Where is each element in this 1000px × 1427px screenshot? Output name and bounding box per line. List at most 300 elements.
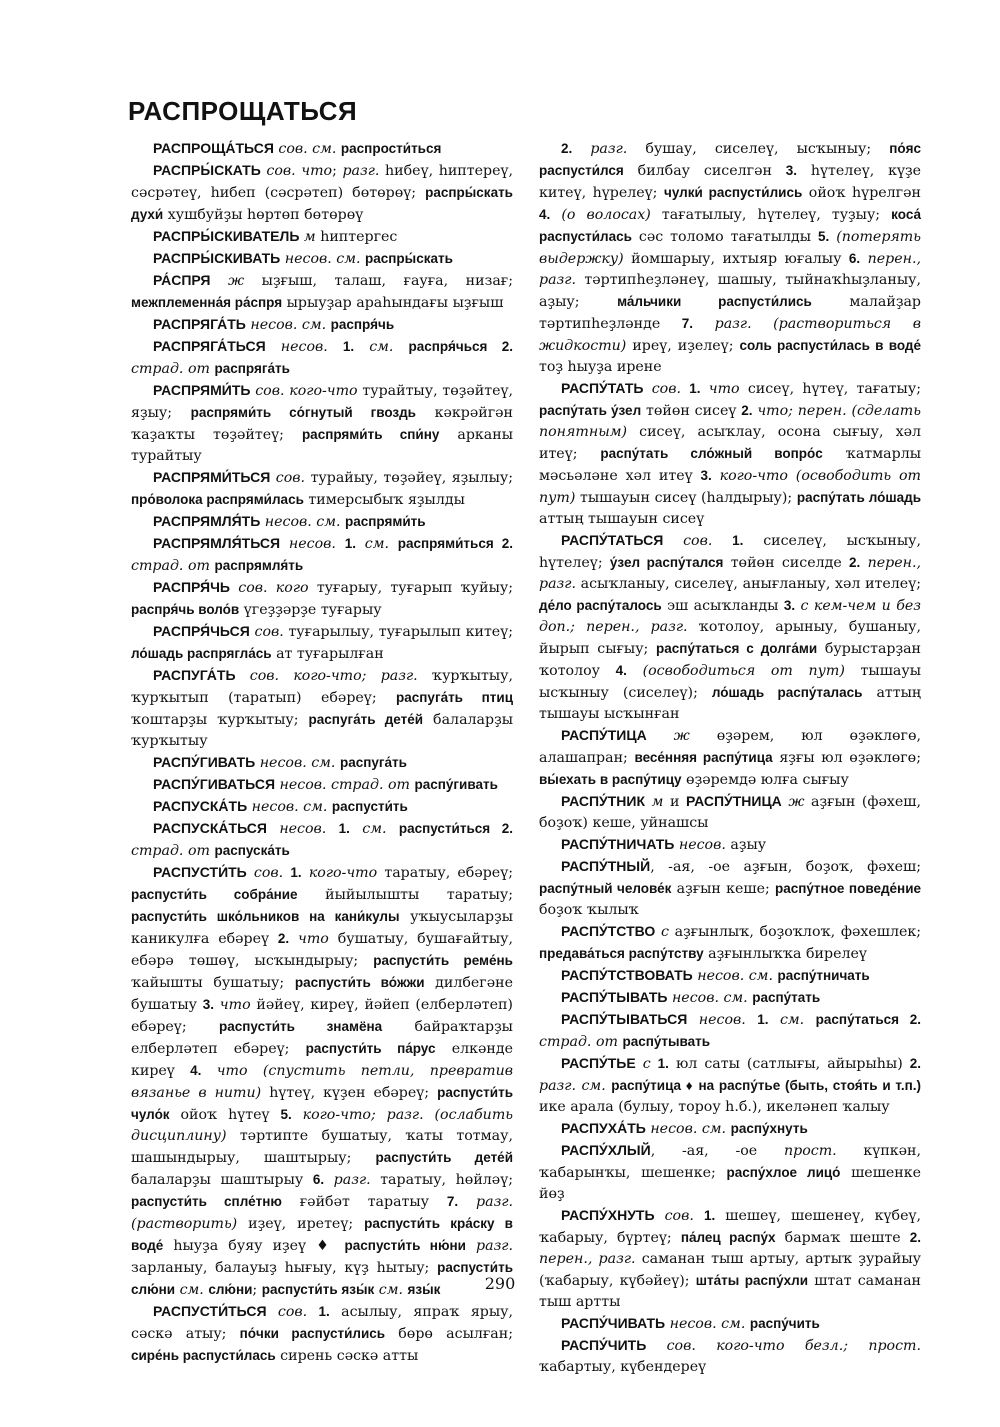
example-bold: распу́тать ло́шадь [796,490,922,505]
example-bold: распря́чься 2. [408,339,513,354]
headword: РАСПУ́ГИВАТЬСЯ [153,776,276,792]
translation-text: һибеү, һиптереү, сәсрәтеү, һибеп (сәсрәтеп) бөтөрөү; [131,163,513,201]
example-bold: коса́ распусти́лась [539,207,921,244]
grammar-note: с кем-чем и без доп.; перен., разг. [539,598,921,635]
dictionary-entry [539,834,921,856]
translation-text: турайыу, төҙәйеү, яҙылыу; [305,470,514,486]
grammar-note: что; перен. (сделать понятным) [539,403,921,440]
example-bold: распу́тать сло́жный вопро́с [600,446,823,461]
example-bold: распу́тничать [777,968,870,983]
dictionary-entry [539,138,921,378]
headword: РАСПРЯГА́ТЬСЯ [153,338,266,354]
example-bold: чулки́ распусти́лись [664,185,803,200]
translation-text: аҙғынлыҡ, боҙоҡлоҡ, фәхешлек; [668,924,921,940]
example-bold: 3. [785,163,798,178]
example-bold: 3. [700,468,712,483]
headword: РАСПРЫ́СКИВАТЕЛЬ [153,228,300,244]
translation-text: балаларҙы шаштырыу [131,1172,313,1188]
example-bold: 1. [657,1056,669,1071]
translation-text: бармаҡ шеште [775,1230,910,1246]
translation-text: йәйеү, кирeү, йәйеп (елберләтеп) ебәреү; [131,997,513,1035]
grammar-note: перен., разг. [539,251,921,288]
example-bold: 2. [909,1056,922,1071]
translation-text: кәкрәйгән ҡаҙаҡты төҙәйтеү; [131,405,513,443]
headword: РАСПУ́ТСТВО [561,923,656,939]
dictionary-entry [539,1009,921,1053]
dictionary-entry [131,818,513,862]
example-bold: 3. [783,598,796,613]
example-bold: распры́скать духи́ [131,185,513,222]
translation-text: ; [252,1282,262,1298]
translation-text: ҡатмарлы мәсьәләне хәл итеү [539,446,922,484]
translation-text: йыйылышты таратыу; [297,887,513,903]
example-bold: распусти́ть шко́льников на кани́кулы [131,909,400,924]
example-bold: 1. [290,865,302,880]
grammar-note: несов. см. [645,1121,731,1137]
translation-text: һыуҙа буяу иҙеү ♦ [163,1238,345,1254]
grammar-note: несов. см. [280,251,365,267]
example-bold: распу́гивать [414,777,498,792]
translation-text: тәртипһеҙләнеү, шашыу, тыйнаҡһыҙланыу, аҙыу; [539,272,921,310]
example-bold: распу́таться с долга́ми [656,641,818,656]
grammar-note: прост. [783,1143,837,1159]
translation-text: һүтелеү, күҙе китеү, һүрелеү; [539,163,921,201]
example-bold: 2. [277,931,290,946]
dictionary-entry [131,577,513,621]
dictionary-entry [539,1140,921,1205]
example-bold: вы́ехать в распу́тицу [539,772,682,787]
translation-text: аҙғынлыҡҡа бирелеү [703,946,867,962]
example-bold: распрости́ться [340,141,442,156]
dictionary-entry [539,856,921,921]
grammar-note: сов. [663,533,733,549]
dictionary-entry [131,248,513,270]
example-bold: соль распусти́лась в воде́ [739,338,921,353]
grammar-note: несов. см. [665,1316,750,1332]
example-bold: распусти́ть собра́ние [131,887,298,902]
grammar-note: ж [210,273,245,289]
example-bold: распусти́ться 2. [398,821,513,836]
example-bold: распу́тывать [622,1034,711,1049]
example-bold: слю́ни [208,1282,253,1297]
grammar-note: (потерять выдержку) [539,229,921,267]
example-bold: распря́чь [330,317,395,332]
example-bold: 2. [741,403,753,418]
dictionary-entry [539,1335,921,1378]
grammar-note: несов. [687,1012,758,1028]
example-bold: по́чки распусти́лись [239,1326,386,1341]
headword: РАСПУГА́ТЬ [153,667,236,683]
grammar-note: разг. [324,1172,371,1188]
translation-text: сиселеү, ысҡыныу, һүтелеү; [539,533,921,571]
example-bold: 1. [689,381,701,396]
grammar-note: м [299,229,316,245]
example-bold: 3. [202,997,215,1012]
grammar-note: что [700,381,740,397]
grammar-note: несов. [265,339,343,355]
translation-text: боҙоҡ ҡылыҡ [539,902,639,918]
grammar-note: разг. [342,163,380,179]
grammar-note: сов. кого-что [250,383,358,399]
translation-text: аҙғын кеше; [671,881,775,897]
example-bold: распусти́ть реме́нь [373,953,513,968]
headword: РАСПУ́ТЫВАТЬ [561,989,668,1005]
translation-text: зарланыу, балауыҙ һығыу, күҙ һытыу; [131,1260,438,1276]
translation-text: аҙыу [725,837,767,853]
grammar-note: сов. кого [230,580,309,596]
example-bold: распу́хлое лицо́ [726,1165,841,1180]
translation-text: саманан тыш артыу, артыҡ ҙурайыу (ҡабарыу, күбәйеү); [539,1251,921,1289]
grammar-note: сов. что [260,163,333,179]
grammar-note: (освободиться от пут) [626,663,845,679]
grammar-note: страд. от [539,1034,623,1050]
translation-text: байраҡтарҙы елберләтеп ебәреү; [131,1019,513,1057]
headword: РАСПУ́ТСТВОВАТЬ [561,967,693,983]
grammar-note: разг. (растворить) [131,1194,513,1232]
dictionary-entry [539,530,921,725]
translation-text: тәртипте бушатыу, ҡаты тотмау, шашындырыу, шаштырыу; [131,1128,513,1166]
translation-text: иҙеү, иретеү; [237,1216,365,1232]
dictionary-entry [131,467,513,511]
grammar-note: кого-что [301,865,378,881]
headword: РАСПУСКА́ТЬСЯ [153,820,267,836]
grammar-note: что (спустить петли, превратив вязанье в нити) [131,1063,513,1101]
example-bold: распу́тное поведе́ние [775,881,921,896]
translation-text: балаларҙы ҡурҡытыу [131,712,513,749]
grammar-note: ж [781,794,805,810]
translation-text: ҡоштарҙы ҡурҡытыу; [131,712,309,728]
example-bold: 1. [344,536,356,551]
example-bold: межплеменна́я ра́спря [131,295,283,310]
translation-text: хушбуйҙы һөртөп бөтөрөү [163,207,364,223]
example-bold: распры́скать [365,251,453,266]
grammar-note: с [655,924,669,940]
headword: РАСПУ́ТНИК [561,793,646,809]
example-bold: распрями́ть со́гнутый гвоздь [190,405,416,420]
grammar-note: страд. от [131,843,215,859]
translation-text: үгеҙҙәрҙе туғарыу [239,602,382,618]
translation-text: шешеү, шешенеү, күбеү, ҡабарыу, бүртеү; [539,1208,922,1246]
grammar-note: кого-что (освободить от пут) [539,468,921,506]
translation-text: эш асыҡланды [661,598,784,614]
grammar-note: несов. [280,536,345,552]
example-bold: ло́шадь распу́талась [711,685,863,700]
grammar-note: несов. страд. от [275,777,415,793]
grammar-note: сов. [249,624,284,640]
dictionary-entry [131,380,513,467]
translation-text: төйөн сиселде [723,555,850,571]
example-bold: распусти́ть спле́тню [131,1194,282,1209]
example-bold: распрями́ться 2. [397,536,513,551]
translation-text: дилбегәне бушатыу [131,975,513,1013]
grammar-note: с [635,1056,658,1072]
example-bold: распу́тный челове́к [539,881,672,896]
grammar-note: несов. [674,837,726,853]
translation-text: , -ая, -ое [650,1143,784,1159]
grammar-note: разг. [572,141,628,157]
translation-text: турайтыу, төҙәйтеү, яҙыу; [131,383,513,421]
translation-text: таратыу, һөйләү; [370,1172,513,1188]
translation-text: билбау сиселгән [623,163,786,179]
grammar-note: ж [646,728,690,744]
translation-text: тышауын сисеү (һалдырыу); [575,490,797,506]
dictionary-entry [131,138,513,160]
grammar-note: что [214,997,251,1013]
grammar-note: см. [354,339,409,355]
translation-text: ыҙғыш, талаш, ғауға, низағ; [244,273,513,289]
translation-text: һиптергес [315,229,398,245]
example-bold: 1. [732,533,744,548]
translation-text: сисеү, һүтеү, тағатыу; [739,381,921,397]
translation-text: тышауы ысҡыныу (сиселеү); [539,663,921,701]
translation-text: асыҡланыу, сиселеү, анығланыу, хәл ителеү; [575,576,921,592]
example-bold: распря́чь воло́в [131,602,240,617]
grammar-note: см. [349,821,399,837]
grammar-note: несов. см. [247,799,332,815]
dictionary-entry [131,226,513,248]
example-bold: распусти́ть слю́ни [131,1260,513,1297]
grammar-note: сов. кого-что безл.; прост. [646,1338,921,1354]
headword: РАСПРЫ́СКИВАТЬ [153,250,281,266]
dictionary-entry [539,1053,921,1118]
example-bold: предава́ться распу́тству [539,946,704,961]
translation-text: бушау, сиселеү, ысҡыныу; [627,141,890,157]
example-bold: 4. [190,1063,202,1078]
translation-text: юл саты (сатлығы, айырыһы) [668,1056,910,1072]
grammar-note: страд. от [131,361,215,377]
translation-text: ҡабартыу, күбендереү [539,1359,707,1375]
example-bold: распу́тать [752,990,821,1005]
grammar-note: см. [374,1282,408,1298]
headword: РАСПУ́ТНИЧАТЬ [561,836,675,852]
dictionary-entry [539,921,921,965]
dictionary-entry [131,752,513,774]
headword: РАСПРОЩА́ТЬСЯ [153,140,274,156]
example-bold: по́яс распусти́лся [539,141,922,178]
grammar-note: сов. кого-что; разг. [235,668,418,684]
example-bold: распу́хнуть [730,1121,808,1136]
headword: РА́СПРЯ [153,272,211,288]
left-column [131,138,513,1367]
example-bold: ло́шадь распрягла́сь [131,646,272,661]
translation-text: уҡыусыларҙы каникулға ебәреү [131,909,513,947]
translation-text: ҡайышты бушатыу; [131,975,295,991]
example-bold: 4. [539,207,551,222]
dictionary-entry [131,796,513,818]
headword: РАСПУСТИ́ТЬ [153,864,247,880]
grammar-note: что [289,931,329,947]
translation-text: аҙғын (фәхеш, боҙоҡ) кеше, уйнашсы [539,794,921,831]
example-bold: де́ло распу́талось [539,598,662,613]
translation-text: сәс толомо тағатылды [631,229,819,245]
grammar-note: несов. см. [255,755,340,771]
translation-text: и [663,794,686,810]
grammar-note: сов. [266,1304,319,1320]
dictionary-entry [539,987,921,1009]
example-bold: распуга́ть [339,755,407,770]
dictionary-entry [539,791,921,834]
headword: РАСПРЯМИ́ТЬ [153,382,251,398]
example-bold: сире́нь распусти́лась [131,1348,276,1363]
grammar-note: разг. [465,1238,513,1254]
dictionary-entry [131,511,513,533]
example-bold: распусти́ть чуло́к [131,1085,513,1122]
running-head: РАСПРОЩАТЬСЯ [128,96,358,126]
example-bold: 2. [561,141,573,156]
grammar-note: (о волосах) [550,207,651,223]
translation-text: туғарыу, туғарып ҡуйыу; [308,580,513,596]
dictionary-entry [131,160,513,226]
example-bold: 6. [848,251,861,266]
dictionary-entry [539,1313,921,1335]
dictionary-entry [131,314,513,336]
example-bold: 5. [818,229,830,244]
example-bold: весе́нняя распу́тица [634,750,773,765]
translation-text: ойоҡ һүтеү [169,1107,281,1123]
grammar-note: см. [175,1282,209,1298]
headword: РАСПУ́ХЛЫЙ [561,1142,651,1158]
dictionary-entry [131,1301,513,1367]
example-bold: распусти́ть па́рус [305,1041,436,1056]
headword: РАСПРЯМЛЯ́ТЬ [153,513,261,529]
example-bold: распуга́ть дете́й [308,712,424,727]
headword: РАСПУ́ТЫВАТЬСЯ [561,1011,688,1027]
headword: РАСПУ́ТЬЕ [561,1055,636,1071]
example-bold: 5. [280,1107,292,1122]
translation-text: ат туғарылған [271,646,384,662]
example-bold: 1. [338,821,350,836]
translation-text: өҙәрем, юл өҙәклөгө, алашапран; [539,728,921,766]
grammar-note: см. [768,1012,816,1028]
grammar-note: страд. от [131,558,215,574]
translation-text: бөрө асылған; [385,1326,513,1342]
example-bold: 1. [703,1208,716,1223]
dictionary-entry [131,533,513,577]
grammar-note: сов. [654,1208,704,1224]
translation-text: , -ая, -ое аҙғын, боҙоҡ, фәхеш; [650,859,921,875]
translation-text: күпкән, ҡабарынҡы, шешенке; [539,1143,922,1181]
translation-text: малайҙар тәртипһеҙләнде [539,294,921,332]
headword: РАСПРЯМЛЯ́ТЬСЯ [153,535,281,551]
headword: РАСПУ́ХНУТЬ [561,1207,655,1223]
grammar-note: сов. [270,470,306,486]
example-bold: шта́ты распу́хли [695,1273,809,1288]
dictionary-entry [131,270,513,314]
headword: РАСПУ́ТАТЬ [561,380,644,396]
example-bold: па́лец распу́х [680,1230,776,1245]
example-bold: распу́чить [749,1316,820,1331]
example-bold: 1. [342,339,355,354]
headword: РАСПРЯГА́ТЬ [153,316,246,332]
grammar-note: сов. [246,865,291,881]
example-bold: у́зел распу́тался [609,555,724,570]
example-bold: распусти́ть знамёна [219,1019,383,1034]
example-bold: 4. [615,663,627,678]
example-bold: про́волока распрями́лась [131,492,304,507]
example-bold: 1. [757,1012,769,1027]
example-bold: распусти́ть язы́к [261,1282,375,1297]
translation-text: тағатылыу, һүтелеү, туҙыу; [650,207,892,223]
translation-text: йомшарыу, ихтыяр юғалыу [623,251,849,267]
headword: РАСПУ́ТНИЦА [685,793,782,809]
translation-text: шешенке йөҙ [539,1165,921,1202]
right-column [539,138,921,1378]
example-bold: распусти́ть дете́й [375,1150,513,1165]
grammar-note: несов. см. [260,514,346,530]
headword: РАСПРЯМИ́ТЬСЯ [153,469,271,485]
translation-text: бурыстарҙан ҡотолоу [539,641,922,679]
example-bold: распусти́ть ню́ни [344,1238,466,1253]
example-bold: распряга́ть [214,361,290,376]
dictionary-entry [539,965,921,987]
example-bold: 7. [681,316,694,331]
translation-text: таратыу, ебәреү; [377,865,513,881]
example-bold: распусти́ть во́жжи [294,975,425,990]
grammar-note: кого-что; разг. (ослабить дисциплину) [131,1107,513,1144]
dictionary-entry [539,725,921,791]
example-bold: ма́льчики распусти́лись [617,294,812,309]
grammar-note: см. [355,536,398,552]
translation-text: ойоҡ һүрелгән [802,185,921,201]
translation-text: төйөн сисеү [641,403,742,419]
translation-text: туғарылыу, туғарылып китеү; [283,624,513,640]
example-bold: распрями́ть [345,514,426,529]
translation-text: ҡурҡытыу, ҡурҡытып (таратып) ебәреү; [131,668,513,706]
example-bold: распрямля́ть [214,558,304,573]
example-bold: распусти́ть кра́ску в воде́ [131,1216,513,1253]
translation-text: арканы турайтыу [131,427,513,464]
translation-text: һүтеү, күҙен ебәреү; [261,1085,438,1101]
translation-text: тоҙ һыуҙа ирене [539,359,662,375]
translation-text: иреү, иҙелеү; [626,338,740,354]
translation-text: асылыу, япраҡ ярыу, сәскә атыу; [131,1304,513,1342]
translation-text: өҙәремдә юлға сығыу [681,772,849,788]
example-bold: распу́таться 2. [815,1012,921,1027]
example-bold: распуга́ть птиц [396,690,513,705]
translation-text: ; [332,163,343,179]
translation-text: ырыуҙар араһындағы ыҙғыш [282,295,504,311]
translation-text: тимерсыбыҡ яҙылды [303,492,465,508]
grammar-note: перен., разг. [539,1251,636,1267]
dictionary-entry [131,774,513,796]
translation-text: сирень сәскә атты [275,1348,419,1364]
headword: РАСПУ́ТАТЬСЯ [561,532,664,548]
example-bold: 2. [849,555,861,570]
headword: РАСПУ́ТНЫЙ [561,858,651,874]
headword: РАСПРЯ́ЧЬСЯ [153,623,250,639]
headword: РАСПУ́ТИЦА [561,727,647,743]
example-bold: 7. [446,1194,459,1209]
grammar-note: м [645,794,664,810]
example-bold: 6. [312,1172,325,1187]
translation-text: елкәнде киреү [131,1041,513,1079]
headword: РАСПУ́ЧИТЬ [561,1337,647,1353]
dictionary-entry [539,1118,921,1140]
translation-text: ҡотолоу, арыныу, бушаныу, йырып сығыу; [539,619,921,657]
translation-text: ике арала (булыу, тороу һ.б.), икеләнеп ҡалыу [539,1099,890,1115]
dictionary-entry [539,1205,921,1313]
headword: РАСПУСКА́ТЬ [153,798,248,814]
example-bold: распрями́ть спи́ну [301,427,440,442]
grammar-note: сов. см. [273,141,341,157]
headword: РАСПУ́ГИВАТЬ [153,754,256,770]
example-bold: 2. [909,1230,921,1245]
translation-text: яҙғы юл өҙәклөгө; [772,750,922,766]
headword: РАСПРЫ́СКАТЬ [153,162,261,178]
headword: РАСПУ́ЧИВАТЬ [561,1315,666,1331]
translation-text: ғәйбәт таратыу [281,1194,447,1210]
grammar-note: разг. см. [539,1078,612,1094]
